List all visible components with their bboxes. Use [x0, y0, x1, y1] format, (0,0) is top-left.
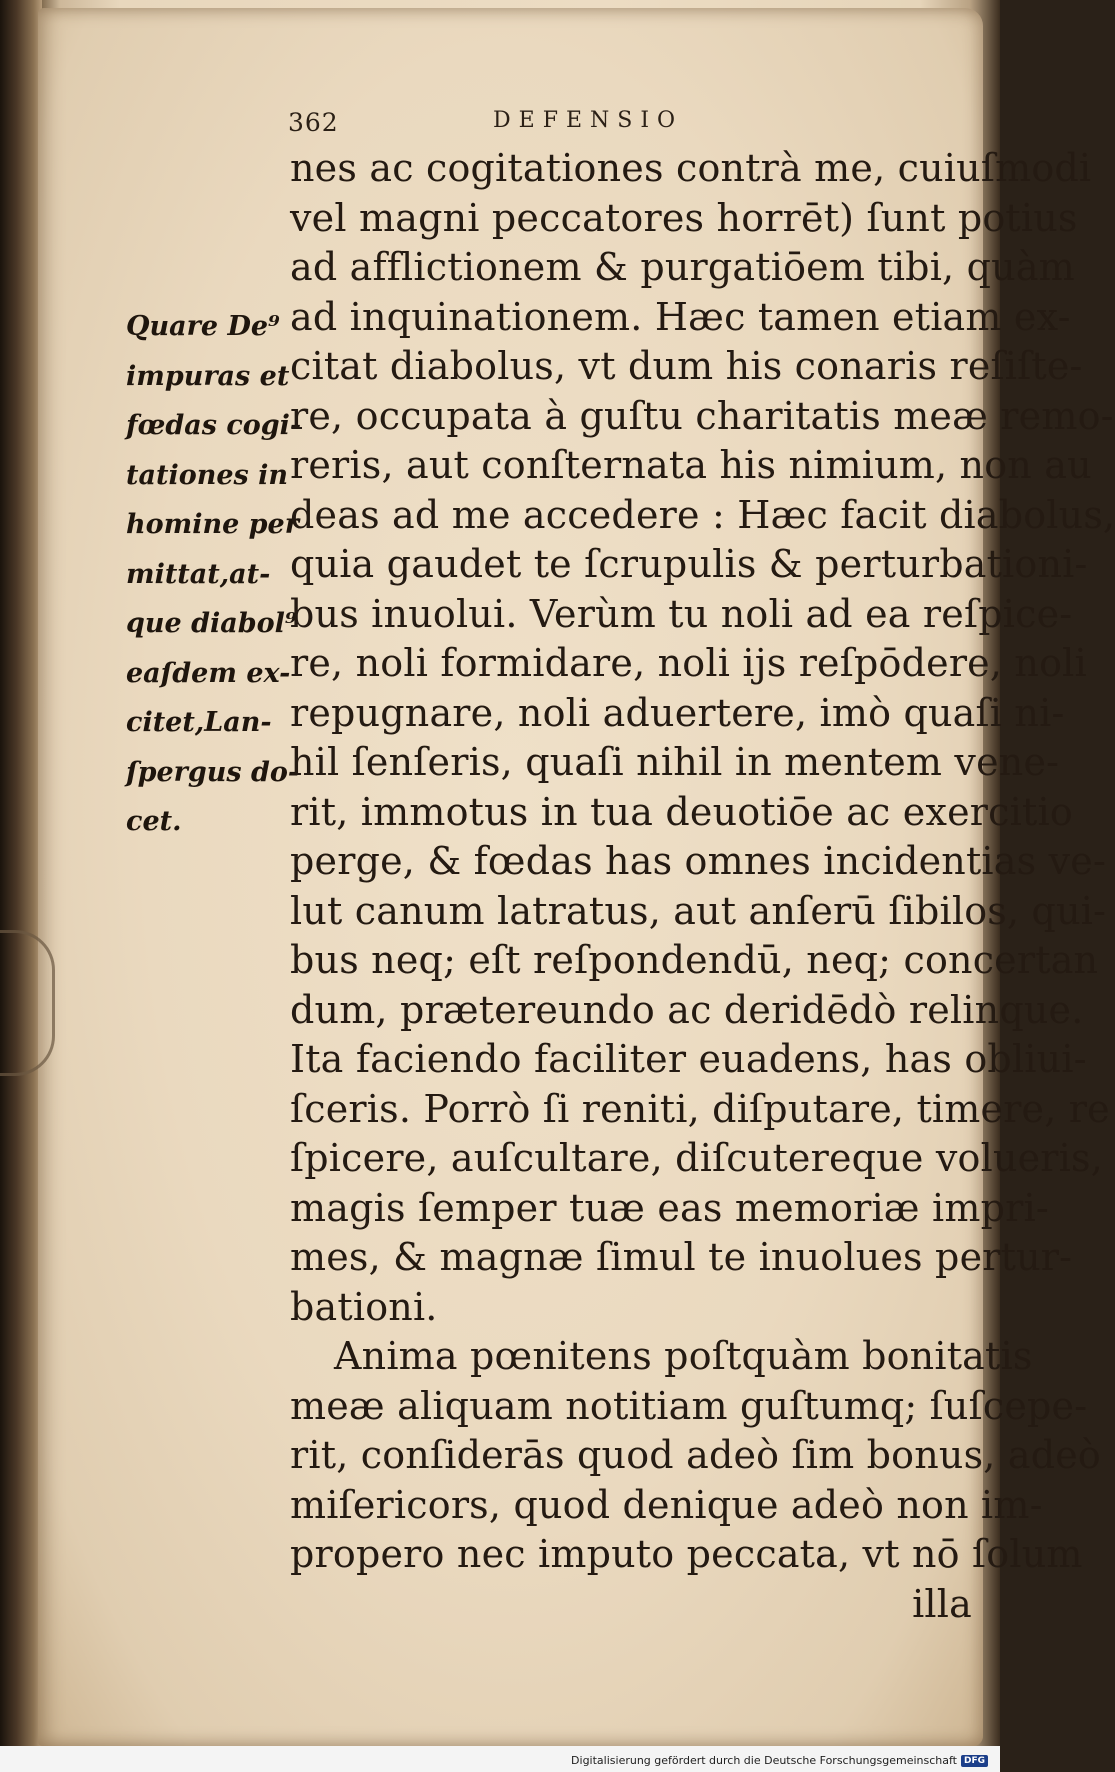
text-line: rit, conſiderās quod adeò ſim bonus, adeò [290, 1433, 1102, 1477]
text-line: dum, prætereundo ac deridēdò relinque. [290, 987, 1084, 1032]
text-line: mes, & magnæ ſimul te inuolues pertur- [290, 1235, 1073, 1279]
text-line: bus neq; eſt reſpondendū, neq; concertan [290, 938, 1099, 982]
text-line: bationi. [290, 1284, 438, 1329]
text-line: lut canum latratus, aut anſerū ſibilos, qui- [290, 888, 1107, 933]
text-line: miſericors, quod denique adeò non im- [290, 1482, 1043, 1527]
marginal-note-line: cet. [126, 806, 182, 837]
text-line: perge, & fœdas has omnes incidentias ve- [290, 839, 1107, 883]
text-line: reris, aut conſternata his nimium, non au [290, 443, 1092, 487]
marginal-note-line: mittat,at- [126, 558, 271, 590]
text-line: repugnare, noli aduertere, imò quaſi ni- [290, 690, 1065, 735]
text-line: re, noli formidare, noli ijs reſpōdere, noli [290, 641, 1087, 685]
text-line: bus inuolui. Verùm tu noli ad ea reſpice- [290, 591, 1073, 636]
text-line: ad afflictionem & purgatiōem tibi, quàm [290, 245, 1075, 289]
binding-clasp [0, 930, 55, 1076]
marginal-note-line: eaſdem ex- [126, 657, 291, 689]
text-line: Ita faciendo faciliter euadens, has obliui- [290, 1037, 1087, 1081]
marginal-note-line: impuras et [126, 360, 290, 392]
footer-credit [571, 1754, 988, 1767]
marginal-note-line: que diabol⁹ [126, 608, 297, 639]
body-text [290, 144, 1115, 1629]
dfg-logo: DFG [961, 1755, 988, 1767]
paragraph-first-line: Anima pœnitens poſtquàm bonitatis [334, 1334, 1033, 1378]
text-line: magis ſemper tuæ eas memoriæ impri- [290, 1185, 1049, 1230]
text-line: propero nec imputo peccata, vt nō ſolum [290, 1532, 1083, 1576]
footer-bar [0, 1746, 1000, 1772]
marginal-note-line: tationes in [126, 459, 288, 491]
text-line: ad inquinationem. Hæc tamen etiam ex- [290, 294, 1071, 339]
marginal-note [126, 302, 302, 847]
page-number: 362 [288, 108, 339, 137]
marginal-note-line: Quare De⁹ [126, 311, 280, 342]
text-line: hil ſenſeris, quaſi nihil in mentem vene- [290, 740, 1060, 784]
marginal-note-line: ſpergus do- [126, 756, 300, 788]
text-line: quia gaudet te ſcrupulis & perturbationi- [290, 542, 1088, 586]
text-line: ſceris. Porrò ſi reniti, diſputare, timere, re [290, 1086, 1110, 1131]
marginal-note-line: citet,Lan- [126, 707, 272, 738]
text-line: nes ac cogitationes contrà me, cuiuſmodi [290, 146, 1092, 190]
text-line: rit, immotus in tua deuotiōe ac exercitio [290, 789, 1073, 834]
text-line: vel magni peccatores horrēt) ſunt potius [290, 195, 1078, 240]
running-head-title: DEFENSIO [493, 108, 684, 133]
marginal-note-line: fœdas cogi- [126, 410, 302, 441]
catchword: illa [912, 1581, 972, 1626]
text-line: deas ad me accedere : Hæc facit diabolus, [290, 492, 1115, 537]
text-line: citat diabolus, vt dum his conaris reſiſte- [290, 344, 1083, 388]
text-line: ſpicere, auſcultare, diſcutereque volueris, [290, 1136, 1104, 1180]
footer-credit-text: Digitalisierung gefördert durch die Deutsche Forschungsgemeinschaft [571, 1754, 957, 1767]
marginal-note-line: homine per [126, 509, 299, 540]
text-line: re, occupata à guſtu charitatis meæ remo- [290, 393, 1114, 438]
text-line: meæ aliquam notitiam guſtumq; ſuſcepe- [290, 1383, 1088, 1428]
book-binding [0, 0, 42, 1772]
